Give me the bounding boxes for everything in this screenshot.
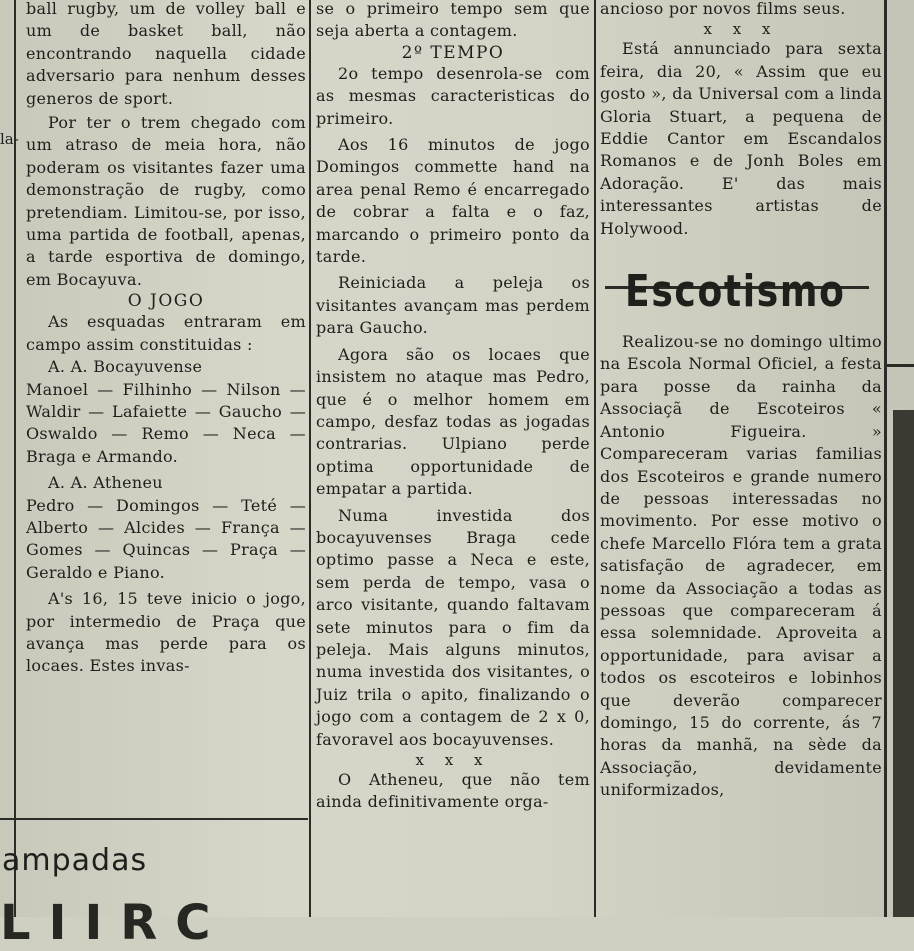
bottom-fragment-word: ampadas [2, 843, 148, 878]
col3-paragraph-2: Está annunciado para sexta feira, dia 20, « Assim que eu gosto », da Universal com a linda Gloria Stuart, a pequena de Eddie Cantor em Escandalos Romanos e de Jonh Boles em Adoração. E' das mais interessantes artistas de Holywood. [600, 39, 882, 238]
col2-paragraph-1: se o primeiro tempo sem que seja aberta a contagem. [316, 0, 590, 41]
col3-separator: x x x [703, 20, 779, 39]
col2-paragraph-2: 2o tempo desenrola-se com as mesmas caracteristicas do primeiro. [316, 63, 590, 128]
bottom-fragment-headline: LIIRC [0, 895, 229, 951]
col1-paragraph-8: A's 16, 15 teve inicio o jogo, por intermedio de Praça que avança mas perde para os locaes. Estes invas- [26, 589, 306, 676]
col2-paragraph-7: O Atheneu, que não tem ainda definitivamente orga- [316, 770, 590, 812]
column-2 [316, 0, 590, 814]
col2-heading-2-tempo: 2º TEMPO [401, 42, 505, 63]
col2-paragraph-5: Agora são os locaes que insistem no ataque mas Pedro, que é o melhor homem em campo, desfaz todas as jogadas contrarias. Ulpiano perde optima opportunidade de empatar a partida. [316, 344, 590, 499]
column-3 [600, 0, 882, 802]
column-1 [26, 0, 306, 678]
column-rule-1 [309, 0, 311, 917]
bottom-divider [0, 818, 308, 820]
col1-team-name-1: A. A. Bocayuvense [48, 357, 203, 377]
right-edge-line [884, 364, 914, 367]
column-rule-2 [594, 0, 596, 917]
col2-paragraph-6: Numa investida dos bocayuvenses Braga cede optimo passe a Neca e este, sem perda de tempo, vasa o arco visitante, quando faltavam sete minutos para o fim da peleja. Mais alguns minutos, numa investida dos visitantes, o Juiz trila o apito, finalizando o jogo com a contagem de 2 x 0, favoravel aos bocayuvenses. [316, 505, 590, 749]
col2-paragraph-3: Aos 16 minutos de jogo Domingos commette hand na area penal Remo é encarregado de cobrar a falta e o faz, marcando o primeiro ponto da tarde. [316, 135, 590, 267]
col1-lineup-2: Pedro — Domingos — Teté — Alberto — Alcides — França — Gomes — Quincas — Praça — Geraldo e Piano. [26, 495, 306, 582]
col1-team-name-2: A. A. Atheneu [48, 473, 163, 493]
col2-separator: x x x [415, 751, 491, 769]
col1-paragraph-3: As esquadas entraram em campo assim constituidas : [26, 312, 306, 354]
section-title-escotismo: Escotismo [625, 266, 846, 318]
col1-lineup-1: Manoel — Filhinho — Nilson — Waldir — Lafaiette — Gaucho — Oswaldo — Remo — Neca — Braga e Armando. [26, 379, 306, 466]
col1-paragraph-2: Por ter o trem chegado com um atraso de meia hora, não poderam os visitantes fazer uma demonstração de rugby, como pretendiam. Limitou-se, por isso, uma partida de football, apenas, a tarde esportiva de domingo, em Bocayuva. [26, 113, 306, 289]
col1-heading-o-jogo: O JOGO [127, 291, 205, 312]
left-margin-fragment: la- [0, 130, 19, 148]
right-edge-bar [893, 410, 914, 917]
col1-paragraph-1: ball rugby, um de volley ball e um de basket ball, não encontrando naquella cidade adversario para nenhum desses generos de sport. [26, 0, 306, 108]
col3-paragraph-1: ancioso por novos films seus. [600, 0, 846, 18]
col3-paragraph-3: Realizou-se no domingo ultimo na Escola Normal Oficiel, a festa para posse da rainha da Associaçã de Escoteiros « Antonio Figueira. » Compareceram varias familias dos Escoteiros e grande numero de pessoas interessadas no movimento. Por esse motivo o chefe Marcello Flóra tem a grata satisfação de agradecer, em nome da Associação a todas as pessoas que compareceram á essa solemnidade. Aproveita a opportunidade, para avisar a todos os escoteiros e lobinhos que deverão comparecer domingo, 15 do corrente, ás 7 horas da manhã, na sède da Associação, devidamente uniformizados, [600, 332, 882, 800]
col2-paragraph-4: Reiniciada a peleja os visitantes avançam mas perdem para Gaucho. [316, 273, 590, 338]
column-rule-right [884, 0, 887, 917]
